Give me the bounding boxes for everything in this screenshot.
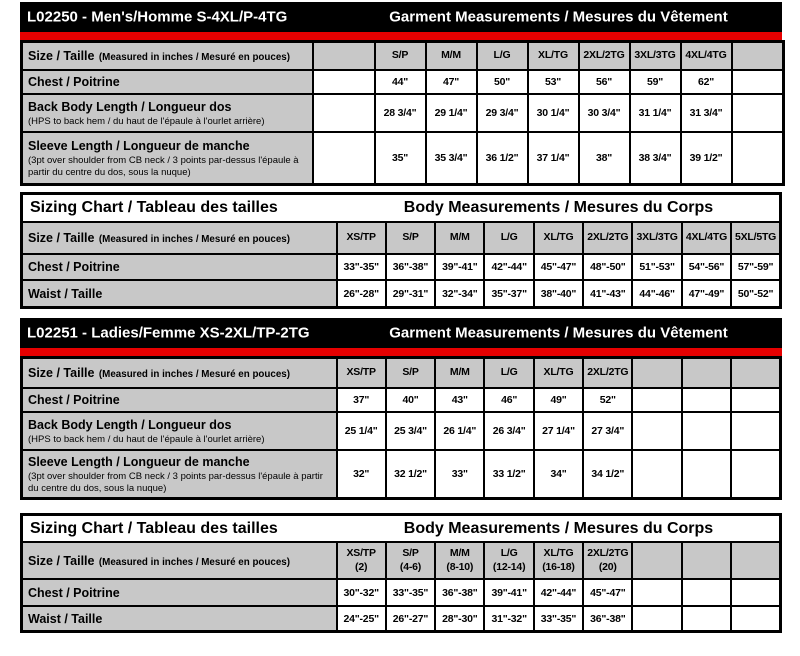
table-row bbox=[22, 132, 784, 185]
measurement-cell: 31 3/4" bbox=[681, 94, 732, 132]
size-header-cell: XL/TG (16-18) bbox=[534, 542, 583, 579]
measurement-cell: 62" bbox=[681, 70, 732, 94]
measurement-cell: 48"-50" bbox=[583, 254, 632, 280]
size-row-label-cell bbox=[22, 358, 337, 389]
size-header-cell: XL/TG bbox=[534, 358, 583, 389]
measurement-cell: 59" bbox=[630, 70, 681, 94]
measurement-cell bbox=[682, 450, 731, 499]
measurement-cell: 52" bbox=[583, 388, 632, 412]
row-label-cell: Chest / Poitrine bbox=[22, 388, 337, 412]
size-header-cell: 2XL/2TG bbox=[583, 222, 632, 254]
body-measurements-title: Body Measurements / Mesures du Corps bbox=[403, 519, 714, 537]
measurement-cell: 33" bbox=[435, 450, 484, 499]
measurement-cell: 36"-38" bbox=[435, 579, 484, 606]
measurement-cell: 33"-35" bbox=[337, 254, 386, 280]
measurement-cell: 27 3/4" bbox=[583, 412, 632, 450]
section-header-band bbox=[20, 2, 782, 32]
red-accent-bar bbox=[20, 32, 782, 40]
measurement-cell: 56" bbox=[579, 70, 630, 94]
table-row bbox=[22, 70, 784, 94]
measurement-cell: 26"-27" bbox=[386, 606, 435, 632]
measurement-cell: 37" bbox=[337, 388, 386, 412]
size-header-cell: M/M (8-10) bbox=[435, 542, 484, 579]
measurement-cell: 31"-32" bbox=[484, 606, 533, 632]
size-header-cell: 5XL/5TG bbox=[731, 222, 780, 254]
measurement-cell: 33"-35" bbox=[386, 579, 435, 606]
measurement-cell: 37 1/4" bbox=[528, 132, 579, 185]
measurement-cell: 42"-44" bbox=[534, 579, 583, 606]
mens-sizing-chart-table bbox=[20, 192, 782, 309]
product-title: L02251 - Ladies/Femme XS-2XL/TP-2TG bbox=[27, 324, 310, 342]
size-header-cell: S/P bbox=[386, 222, 435, 254]
size-header-cell: XL/TG bbox=[528, 42, 579, 71]
measurement-cell: 30 3/4" bbox=[579, 94, 630, 132]
sizing-chart-title-cell bbox=[22, 515, 781, 543]
measurement-cell: 26 1/4" bbox=[435, 412, 484, 450]
measurement-cell bbox=[632, 388, 681, 412]
row-label-cell: Back Body Length / Longueur dos (HPS to back hem / du haut de l'épaule à l'ourlet arrière) bbox=[22, 94, 313, 132]
measurement-cell: 35 3/4" bbox=[426, 132, 477, 185]
table-row bbox=[22, 194, 781, 223]
measurement-cell: 50"-52" bbox=[731, 280, 780, 308]
size-header-cell: XS/TP bbox=[337, 222, 386, 254]
measurement-cell: 47" bbox=[426, 70, 477, 94]
measurement-cell: 30"-32" bbox=[337, 579, 386, 606]
measurement-cell: 33"-35" bbox=[534, 606, 583, 632]
table-row bbox=[22, 94, 784, 132]
size-unit-note: (Measured in inches / Mesuré en pouces) bbox=[98, 234, 291, 245]
table-row bbox=[22, 280, 781, 308]
measurement-cell bbox=[313, 70, 375, 94]
measurement-cell: 53" bbox=[528, 70, 579, 94]
section-title: Garment Measurements / Mesures du Vêtement bbox=[389, 8, 728, 26]
table-row bbox=[22, 579, 781, 606]
size-header-cell: XS/TP (2) bbox=[337, 542, 386, 579]
document-content bbox=[20, 2, 782, 633]
measurement-cell: 57"-59" bbox=[731, 254, 780, 280]
measurement-cell: 54"-56" bbox=[682, 254, 731, 280]
size-label: Size / Taille bbox=[28, 231, 95, 245]
size-unit-note: (Measured in inches / Mesuré en pouces) bbox=[98, 52, 291, 63]
measurement-cell bbox=[313, 94, 375, 132]
measurement-cell: 35" bbox=[375, 132, 426, 185]
mens-garment-table bbox=[20, 40, 785, 186]
size-header-cell: 3XL/3TG bbox=[630, 42, 681, 71]
measurement-cell: 25 3/4" bbox=[386, 412, 435, 450]
size-unit-note: (Measured in inches / Mesuré en pouces) bbox=[98, 556, 291, 568]
row-label-cell: Sleeve Length / Longueur de manche (3pt over shoulder from CB neck / 3 points par-dessus l'épaule à partir du centre du dos, sous la nuque) bbox=[22, 132, 313, 185]
measurement-cell: 39 1/2" bbox=[681, 132, 732, 185]
product-title: L02250 - Men's/Homme S-4XL/P-4TG bbox=[27, 8, 288, 26]
table-row bbox=[22, 388, 781, 412]
measurement-cell bbox=[682, 579, 731, 606]
size-label: Size / Taille bbox=[28, 49, 95, 63]
measurement-cell: 38" bbox=[579, 132, 630, 185]
measurement-cell: 24"-25" bbox=[337, 606, 386, 632]
size-header-cell bbox=[632, 542, 681, 579]
row-sub-note: (HPS to back hem / du haut de l'épaule à l'ourlet arrière) bbox=[28, 116, 265, 128]
table-row bbox=[22, 42, 784, 71]
measurement-cell: 40" bbox=[386, 388, 435, 412]
measurement-cell bbox=[732, 132, 784, 185]
table-row bbox=[22, 222, 781, 254]
table-row bbox=[22, 254, 781, 280]
measurement-cell bbox=[632, 579, 681, 606]
size-header-cell: XS/TP bbox=[337, 358, 386, 389]
size-header-cell bbox=[732, 42, 784, 71]
section-mens-garment bbox=[20, 2, 782, 186]
measurement-cell: 36"-38" bbox=[386, 254, 435, 280]
measurement-cell: 31 1/4" bbox=[630, 94, 681, 132]
size-label: Size / Taille bbox=[28, 553, 95, 568]
red-accent-bar bbox=[20, 348, 782, 356]
measurement-cell: 25 1/4" bbox=[337, 412, 386, 450]
measurement-cell: 44"-46" bbox=[632, 280, 681, 308]
measurement-cell: 27 1/4" bbox=[534, 412, 583, 450]
size-header-cell: S/P (4-6) bbox=[386, 542, 435, 579]
size-header-cell: 2XL/2TG (20) bbox=[583, 542, 632, 579]
measurement-cell: 51"-53" bbox=[632, 254, 681, 280]
measurement-cell: 45"-47" bbox=[583, 579, 632, 606]
sizing-chart-title-cell bbox=[22, 194, 781, 223]
ladies-sizing-chart-table bbox=[20, 513, 782, 633]
measurement-cell: 38"-40" bbox=[534, 280, 583, 308]
measurement-cell bbox=[632, 606, 681, 632]
measurement-cell bbox=[313, 132, 375, 185]
measurement-cell: 32" bbox=[337, 450, 386, 499]
size-header-cell bbox=[682, 542, 731, 579]
table-row bbox=[22, 542, 781, 579]
sizing-chart-title: Sizing Chart / Tableau des tailles bbox=[30, 519, 278, 537]
measurement-cell bbox=[731, 579, 780, 606]
measurement-cell: 46" bbox=[484, 388, 533, 412]
row-label-cell: Chest / Poitrine bbox=[22, 254, 337, 280]
measurement-cell: 49" bbox=[534, 388, 583, 412]
size-header-cell: 4XL/4TG bbox=[682, 222, 731, 254]
size-header-cell: S/P bbox=[375, 42, 426, 71]
row-label-cell: Chest / Poitrine bbox=[22, 579, 337, 606]
section-ladies-garment bbox=[20, 318, 782, 500]
row-sub-note: (3pt over shoulder from CB neck / 3 points par-dessus l'épaule à partir du centre du dos, sous la nuque) bbox=[28, 155, 299, 178]
size-label: Size / Taille bbox=[28, 366, 95, 380]
size-unit-note: (Measured in inches / Mesuré en pouces) bbox=[98, 369, 291, 380]
sizing-chart-title: Sizing Chart / Tableau des tailles bbox=[30, 199, 278, 216]
size-header-cell: M/M bbox=[426, 42, 477, 71]
measurement-cell: 26 3/4" bbox=[484, 412, 533, 450]
measurement-cell: 34 1/2" bbox=[583, 450, 632, 499]
size-header-cell: L/G (12-14) bbox=[484, 542, 533, 579]
ladies-garment-table bbox=[20, 356, 782, 500]
size-header-cell bbox=[632, 358, 681, 389]
size-row-label-cell bbox=[22, 42, 313, 71]
measurement-cell: 35"-37" bbox=[484, 280, 533, 308]
table-row bbox=[22, 515, 781, 543]
row-label-cell: Back Body Length / Longueur dos (HPS to back hem / du haut de l'épaule à l'ourlet arrière) bbox=[22, 412, 337, 450]
measurement-cell bbox=[731, 450, 780, 499]
measurement-cell bbox=[731, 388, 780, 412]
row-label-cell: Waist / Taille bbox=[22, 606, 337, 632]
size-header-cell bbox=[731, 542, 780, 579]
measurement-cell bbox=[732, 94, 784, 132]
measurement-cell: 28 3/4" bbox=[375, 94, 426, 132]
row-sub-note: (HPS to back hem / du haut de l'épaule à l'ourlet arrière) bbox=[28, 434, 265, 446]
size-header-cell: 2XL/2TG bbox=[579, 42, 630, 71]
measurement-cell: 28"-30" bbox=[435, 606, 484, 632]
measurement-cell bbox=[731, 412, 780, 450]
measurement-cell: 44" bbox=[375, 70, 426, 94]
table-row bbox=[22, 358, 781, 389]
measurement-cell: 30 1/4" bbox=[528, 94, 579, 132]
row-label-cell: Sleeve Length / Longueur de manche (3pt over shoulder from CB neck / 3 points par-dessus l'épaule à partir du centre du dos, sous la nuque) bbox=[22, 450, 337, 499]
measurement-cell: 26"-28" bbox=[337, 280, 386, 308]
measurement-cell bbox=[632, 450, 681, 499]
measurement-cell bbox=[682, 388, 731, 412]
size-row-label-cell bbox=[22, 222, 337, 254]
measurement-cell: 39"-41" bbox=[435, 254, 484, 280]
measurement-cell: 29 1/4" bbox=[426, 94, 477, 132]
size-header-cell: M/M bbox=[435, 222, 484, 254]
size-header-cell: L/G bbox=[484, 358, 533, 389]
measurement-cell: 34" bbox=[534, 450, 583, 499]
measurement-cell: 29"-31" bbox=[386, 280, 435, 308]
size-header-cell bbox=[731, 358, 780, 389]
measurement-cell: 43" bbox=[435, 388, 484, 412]
size-header-cell: L/G bbox=[477, 42, 528, 71]
table-row bbox=[22, 450, 781, 499]
measurement-cell bbox=[732, 70, 784, 94]
row-label-cell: Waist / Taille bbox=[22, 280, 337, 308]
measurement-cell: 42"-44" bbox=[484, 254, 533, 280]
measurement-cell: 36"-38" bbox=[583, 606, 632, 632]
section-title: Garment Measurements / Mesures du Vêtement bbox=[389, 324, 728, 342]
size-header-cell: 2XL/2TG bbox=[583, 358, 632, 389]
measurement-cell: 32 1/2" bbox=[386, 450, 435, 499]
measurement-cell: 47"-49" bbox=[682, 280, 731, 308]
measurement-cell: 39"-41" bbox=[484, 579, 533, 606]
size-header-cell: 4XL/4TG bbox=[681, 42, 732, 71]
size-header-cell: M/M bbox=[435, 358, 484, 389]
table-row bbox=[22, 606, 781, 632]
size-row-label-cell bbox=[22, 542, 337, 579]
measurement-cell: 32"-34" bbox=[435, 280, 484, 308]
measurement-cell: 50" bbox=[477, 70, 528, 94]
measurement-cell bbox=[682, 606, 731, 632]
measurement-cell: 36 1/2" bbox=[477, 132, 528, 185]
row-sub-note: (3pt over shoulder from CB neck / 3 points par-dessus l'épaule à partir du centre du dos, sous la nuque) bbox=[28, 471, 323, 494]
size-header-cell: L/G bbox=[484, 222, 533, 254]
table-row bbox=[22, 412, 781, 450]
size-header-cell: 3XL/3TG bbox=[632, 222, 681, 254]
measurement-cell: 38 3/4" bbox=[630, 132, 681, 185]
size-header-cell: S/P bbox=[386, 358, 435, 389]
measurement-cell: 45"-47" bbox=[534, 254, 583, 280]
measurement-cell: 41"-43" bbox=[583, 280, 632, 308]
measurement-cell: 29 3/4" bbox=[477, 94, 528, 132]
size-header-cell bbox=[682, 358, 731, 389]
section-header-band bbox=[20, 318, 782, 348]
measurement-cell bbox=[731, 606, 780, 632]
measurement-cell: 33 1/2" bbox=[484, 450, 533, 499]
row-label-cell: Chest / Poitrine bbox=[22, 70, 313, 94]
measurement-cell bbox=[632, 412, 681, 450]
body-measurements-title: Body Measurements / Mesures du Corps bbox=[403, 199, 714, 216]
measurement-cell bbox=[682, 412, 731, 450]
size-header-cell bbox=[313, 42, 375, 71]
size-header-cell: XL/TG bbox=[534, 222, 583, 254]
